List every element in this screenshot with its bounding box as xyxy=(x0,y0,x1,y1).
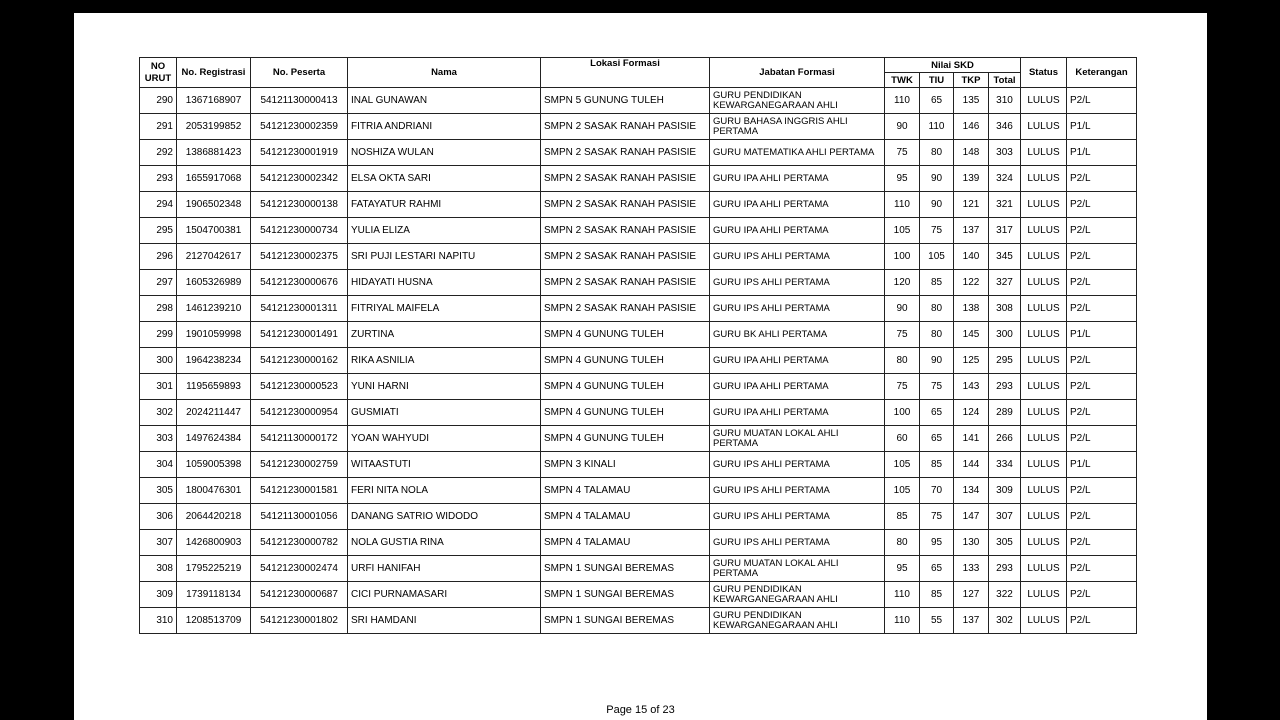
cell-lokasi-formasi: SMPN 1 SUNGAI BEREMAS xyxy=(541,608,710,634)
cell-tkp: 141 xyxy=(954,426,989,452)
cell-nama: ELSA OKTA SARI xyxy=(348,166,541,192)
cell-no-registrasi: 1504700381 xyxy=(177,218,251,244)
cell-twk: 105 xyxy=(885,478,920,504)
cell-no-peserta: 54121230000523 xyxy=(251,374,348,400)
cell-no-urut: 303 xyxy=(140,426,177,452)
table-row xyxy=(140,218,1137,244)
cell-no-urut: 293 xyxy=(140,166,177,192)
cell-total: 317 xyxy=(989,218,1021,244)
table-body xyxy=(140,88,1137,634)
cell-lokasi-formasi: SMPN 3 KINALI xyxy=(541,452,710,478)
cell-status: LULUS xyxy=(1021,322,1067,348)
cell-jabatan-formasi: GURU BK AHLI PERTAMA xyxy=(710,322,885,348)
cell-keterangan: P2/L xyxy=(1067,478,1137,504)
cell-twk: 95 xyxy=(885,166,920,192)
cell-no-registrasi: 1497624384 xyxy=(177,426,251,452)
cell-no-registrasi: 1367168907 xyxy=(177,88,251,114)
cell-jabatan-formasi: GURU IPS AHLI PERTAMA xyxy=(710,504,885,530)
cell-no-urut: 299 xyxy=(140,322,177,348)
cell-keterangan: P1/L xyxy=(1067,114,1137,140)
cell-nama: FATAYATUR RAHMI xyxy=(348,192,541,218)
cell-tkp: 121 xyxy=(954,192,989,218)
cell-no-registrasi: 1964238234 xyxy=(177,348,251,374)
cell-no-peserta: 54121230000782 xyxy=(251,530,348,556)
cell-lokasi-formasi: SMPN 4 GUNUNG TULEH xyxy=(541,374,710,400)
cell-twk: 75 xyxy=(885,140,920,166)
cell-keterangan: P2/L xyxy=(1067,374,1137,400)
table-row xyxy=(140,608,1137,634)
table-row xyxy=(140,530,1137,556)
cell-status: LULUS xyxy=(1021,504,1067,530)
cell-twk: 105 xyxy=(885,218,920,244)
header-lokasi-formasi: Lokasi Formasi xyxy=(541,58,710,88)
cell-no-peserta: 54121230001491 xyxy=(251,322,348,348)
cell-tkp: 124 xyxy=(954,400,989,426)
cell-tiu: 85 xyxy=(920,270,954,296)
cell-no-peserta: 54121130001056 xyxy=(251,504,348,530)
cell-no-registrasi: 1739118134 xyxy=(177,582,251,608)
cell-total: 324 xyxy=(989,166,1021,192)
cell-nama: SRI HAMDANI xyxy=(348,608,541,634)
cell-nama: YUNI HARNI xyxy=(348,374,541,400)
table-row xyxy=(140,140,1137,166)
cell-nama: FITRIYAL MAIFELA xyxy=(348,296,541,322)
cell-no-urut: 309 xyxy=(140,582,177,608)
cell-no-peserta: 54121230002474 xyxy=(251,556,348,582)
cell-keterangan: P2/L xyxy=(1067,556,1137,582)
table-row xyxy=(140,504,1137,530)
cell-tiu: 80 xyxy=(920,296,954,322)
cell-nama: DANANG SATRIO WIDODO xyxy=(348,504,541,530)
cell-status: LULUS xyxy=(1021,530,1067,556)
cell-twk: 90 xyxy=(885,114,920,140)
cell-keterangan: P2/L xyxy=(1067,218,1137,244)
cell-lokasi-formasi: SMPN 2 SASAK RANAH PASISIE xyxy=(541,218,710,244)
cell-status: LULUS xyxy=(1021,582,1067,608)
cell-no-registrasi: 1901059998 xyxy=(177,322,251,348)
cell-keterangan: P2/L xyxy=(1067,608,1137,634)
header-no-peserta: No. Peserta xyxy=(251,58,348,88)
cell-total: 303 xyxy=(989,140,1021,166)
table-header-row xyxy=(140,58,1137,73)
cell-twk: 80 xyxy=(885,348,920,374)
cell-lokasi-formasi: SMPN 4 TALAMAU xyxy=(541,530,710,556)
cell-keterangan: P2/L xyxy=(1067,426,1137,452)
cell-nama: URFI HANIFAH xyxy=(348,556,541,582)
cell-status: LULUS xyxy=(1021,218,1067,244)
cell-nama: NOSHIZA WULAN xyxy=(348,140,541,166)
cell-lokasi-formasi: SMPN 4 GUNUNG TULEH xyxy=(541,400,710,426)
cell-tiu: 65 xyxy=(920,88,954,114)
cell-no-registrasi: 2053199852 xyxy=(177,114,251,140)
cell-tiu: 70 xyxy=(920,478,954,504)
cell-no-peserta: 54121230000687 xyxy=(251,582,348,608)
cell-tiu: 65 xyxy=(920,400,954,426)
cell-keterangan: P2/L xyxy=(1067,582,1137,608)
cell-tkp: 135 xyxy=(954,88,989,114)
cell-twk: 120 xyxy=(885,270,920,296)
cell-lokasi-formasi: SMPN 4 GUNUNG TULEH xyxy=(541,426,710,452)
cell-total: 302 xyxy=(989,608,1021,634)
cell-no-peserta: 54121230002359 xyxy=(251,114,348,140)
header-no-registrasi: No. Registrasi xyxy=(177,58,251,88)
cell-no-urut: 304 xyxy=(140,452,177,478)
cell-jabatan-formasi: GURU IPS AHLI PERTAMA xyxy=(710,270,885,296)
cell-jabatan-formasi: GURU IPS AHLI PERTAMA xyxy=(710,244,885,270)
cell-no-urut: 292 xyxy=(140,140,177,166)
header-tiu: TIU xyxy=(920,73,954,88)
table-row xyxy=(140,478,1137,504)
header-total: Total xyxy=(989,73,1021,88)
cell-status: LULUS xyxy=(1021,426,1067,452)
cell-status: LULUS xyxy=(1021,556,1067,582)
cell-nama: NOLA GUSTIA RINA xyxy=(348,530,541,556)
cell-no-peserta: 54121230000676 xyxy=(251,270,348,296)
table-row xyxy=(140,348,1137,374)
cell-tkp: 133 xyxy=(954,556,989,582)
cell-no-registrasi: 1426800903 xyxy=(177,530,251,556)
cell-lokasi-formasi: SMPN 4 GUNUNG TULEH xyxy=(541,322,710,348)
cell-no-urut: 297 xyxy=(140,270,177,296)
cell-jabatan-formasi: GURU IPS AHLI PERTAMA xyxy=(710,530,885,556)
cell-nama: WITAASTUTI xyxy=(348,452,541,478)
cell-total: 327 xyxy=(989,270,1021,296)
cell-keterangan: P1/L xyxy=(1067,452,1137,478)
cell-jabatan-formasi: GURU BAHASA INGGRIS AHLI PERTAMA xyxy=(710,114,885,140)
table-row xyxy=(140,88,1137,114)
cell-tkp: 125 xyxy=(954,348,989,374)
cell-tiu: 85 xyxy=(920,582,954,608)
cell-twk: 90 xyxy=(885,296,920,322)
page-number: Page 15 of 23 xyxy=(606,704,675,716)
table-row xyxy=(140,374,1137,400)
cell-no-peserta: 54121230002759 xyxy=(251,452,348,478)
cell-tkp: 148 xyxy=(954,140,989,166)
cell-tiu: 65 xyxy=(920,426,954,452)
cell-nama: FERI NITA NOLA xyxy=(348,478,541,504)
cell-lokasi-formasi: SMPN 1 SUNGAI BEREMAS xyxy=(541,582,710,608)
cell-no-peserta: 54121230001311 xyxy=(251,296,348,322)
cell-jabatan-formasi: GURU IPA AHLI PERTAMA xyxy=(710,400,885,426)
cell-total: 289 xyxy=(989,400,1021,426)
cell-no-urut: 294 xyxy=(140,192,177,218)
cell-tiu: 65 xyxy=(920,556,954,582)
cell-lokasi-formasi: SMPN 2 SASAK RANAH PASISIE xyxy=(541,270,710,296)
cell-tkp: 147 xyxy=(954,504,989,530)
cell-total: 307 xyxy=(989,504,1021,530)
header-keterangan: Keterangan xyxy=(1067,58,1137,88)
cell-no-urut: 307 xyxy=(140,530,177,556)
cell-tkp: 139 xyxy=(954,166,989,192)
cell-no-urut: 302 xyxy=(140,400,177,426)
cell-no-urut: 301 xyxy=(140,374,177,400)
cell-status: LULUS xyxy=(1021,166,1067,192)
cell-total: 334 xyxy=(989,452,1021,478)
table-row xyxy=(140,556,1137,582)
cell-lokasi-formasi: SMPN 2 SASAK RANAH PASISIE xyxy=(541,296,710,322)
header-nilai-skd: Nilai SKD xyxy=(885,58,1021,73)
cell-tiu: 75 xyxy=(920,504,954,530)
cell-total: 300 xyxy=(989,322,1021,348)
cell-no-registrasi: 1655917068 xyxy=(177,166,251,192)
cell-tiu: 75 xyxy=(920,374,954,400)
table-row xyxy=(140,296,1137,322)
cell-status: LULUS xyxy=(1021,608,1067,634)
cell-lokasi-formasi: SMPN 2 SASAK RANAH PASISIE xyxy=(541,166,710,192)
table-row xyxy=(140,192,1137,218)
cell-lokasi-formasi: SMPN 1 SUNGAI BEREMAS xyxy=(541,556,710,582)
cell-keterangan: P2/L xyxy=(1067,192,1137,218)
cell-no-peserta: 54121230000162 xyxy=(251,348,348,374)
cell-twk: 95 xyxy=(885,556,920,582)
cell-jabatan-formasi: GURU IPA AHLI PERTAMA xyxy=(710,192,885,218)
cell-keterangan: P2/L xyxy=(1067,348,1137,374)
cell-tkp: 140 xyxy=(954,244,989,270)
cell-status: LULUS xyxy=(1021,400,1067,426)
cell-no-urut: 298 xyxy=(140,296,177,322)
cell-status: LULUS xyxy=(1021,244,1067,270)
cell-no-urut: 300 xyxy=(140,348,177,374)
cell-tkp: 137 xyxy=(954,608,989,634)
cell-no-urut: 305 xyxy=(140,478,177,504)
cell-status: LULUS xyxy=(1021,348,1067,374)
cell-nama: YOAN WAHYUDI xyxy=(348,426,541,452)
header-tkp: TKP xyxy=(954,73,989,88)
cell-tiu: 95 xyxy=(920,530,954,556)
cell-twk: 110 xyxy=(885,88,920,114)
cell-status: LULUS xyxy=(1021,296,1067,322)
cell-no-peserta: 54121230002375 xyxy=(251,244,348,270)
cell-status: LULUS xyxy=(1021,140,1067,166)
cell-status: LULUS xyxy=(1021,478,1067,504)
cell-twk: 100 xyxy=(885,244,920,270)
cell-keterangan: P2/L xyxy=(1067,244,1137,270)
cell-twk: 110 xyxy=(885,608,920,634)
cell-twk: 110 xyxy=(885,192,920,218)
cell-total: 322 xyxy=(989,582,1021,608)
cell-no-urut: 291 xyxy=(140,114,177,140)
cell-total: 321 xyxy=(989,192,1021,218)
cell-status: LULUS xyxy=(1021,374,1067,400)
cell-nama: FITRIA ANDRIANI xyxy=(348,114,541,140)
cell-no-registrasi: 2064420218 xyxy=(177,504,251,530)
cell-lokasi-formasi: SMPN 2 SASAK RANAH PASISIE xyxy=(541,114,710,140)
cell-keterangan: P2/L xyxy=(1067,296,1137,322)
cell-tkp: 137 xyxy=(954,218,989,244)
cell-tkp: 143 xyxy=(954,374,989,400)
cell-twk: 100 xyxy=(885,400,920,426)
table-row xyxy=(140,166,1137,192)
cell-tiu: 80 xyxy=(920,140,954,166)
cell-tiu: 105 xyxy=(920,244,954,270)
cell-no-registrasi: 2127042617 xyxy=(177,244,251,270)
cell-tkp: 146 xyxy=(954,114,989,140)
cell-twk: 75 xyxy=(885,322,920,348)
cell-no-peserta: 54121230001581 xyxy=(251,478,348,504)
cell-jabatan-formasi: GURU IPS AHLI PERTAMA xyxy=(710,296,885,322)
cell-twk: 80 xyxy=(885,530,920,556)
cell-twk: 85 xyxy=(885,504,920,530)
cell-status: LULUS xyxy=(1021,192,1067,218)
cell-lokasi-formasi: SMPN 2 SASAK RANAH PASISIE xyxy=(541,244,710,270)
header-status: Status xyxy=(1021,58,1067,88)
cell-jabatan-formasi: GURU PENDIDIKAN KEWARGANEGARAAN AHLI xyxy=(710,88,885,114)
cell-status: LULUS xyxy=(1021,452,1067,478)
cell-no-registrasi: 1906502348 xyxy=(177,192,251,218)
cell-no-registrasi: 1195659893 xyxy=(177,374,251,400)
cell-tiu: 85 xyxy=(920,452,954,478)
cell-no-registrasi: 2024211447 xyxy=(177,400,251,426)
cell-no-registrasi: 1059005398 xyxy=(177,452,251,478)
cell-no-peserta: 54121130000172 xyxy=(251,426,348,452)
cell-tkp: 145 xyxy=(954,322,989,348)
cell-lokasi-formasi: SMPN 4 TALAMAU xyxy=(541,478,710,504)
table-row xyxy=(140,582,1137,608)
cell-total: 266 xyxy=(989,426,1021,452)
cell-lokasi-formasi: SMPN 2 SASAK RANAH PASISIE xyxy=(541,192,710,218)
cell-no-urut: 308 xyxy=(140,556,177,582)
cell-lokasi-formasi: SMPN 2 SASAK RANAH PASISIE xyxy=(541,140,710,166)
cell-tiu: 80 xyxy=(920,322,954,348)
cell-total: 346 xyxy=(989,114,1021,140)
cell-total: 293 xyxy=(989,556,1021,582)
cell-no-urut: 306 xyxy=(140,504,177,530)
cell-total: 305 xyxy=(989,530,1021,556)
cell-tkp: 134 xyxy=(954,478,989,504)
table-row xyxy=(140,114,1137,140)
cell-tiu: 90 xyxy=(920,166,954,192)
cell-no-peserta: 54121230002342 xyxy=(251,166,348,192)
cell-jabatan-formasi: GURU MUATAN LOKAL AHLI PERTAMA xyxy=(710,426,885,452)
cell-nama: INAL GUNAWAN xyxy=(348,88,541,114)
cell-twk: 105 xyxy=(885,452,920,478)
cell-total: 293 xyxy=(989,374,1021,400)
cell-tiu: 90 xyxy=(920,192,954,218)
cell-nama: YULIA ELIZA xyxy=(348,218,541,244)
cell-no-peserta: 54121230000954 xyxy=(251,400,348,426)
cell-total: 345 xyxy=(989,244,1021,270)
cell-no-registrasi: 1386881423 xyxy=(177,140,251,166)
cell-no-urut: 290 xyxy=(140,88,177,114)
table-row xyxy=(140,426,1137,452)
cell-status: LULUS xyxy=(1021,114,1067,140)
table-row xyxy=(140,270,1137,296)
table-row xyxy=(140,400,1137,426)
header-no-urut: NO URUT xyxy=(140,58,177,88)
cell-tiu: 110 xyxy=(920,114,954,140)
cell-jabatan-formasi: GURU IPA AHLI PERTAMA xyxy=(710,166,885,192)
cell-nama: SRI PUJI LESTARI NAPITU xyxy=(348,244,541,270)
cell-keterangan: P2/L xyxy=(1067,88,1137,114)
results-table xyxy=(139,57,1137,634)
cell-no-peserta: 54121230000138 xyxy=(251,192,348,218)
cell-tiu: 90 xyxy=(920,348,954,374)
cell-lokasi-formasi: SMPN 4 GUNUNG TULEH xyxy=(541,348,710,374)
cell-jabatan-formasi: GURU IPA AHLI PERTAMA xyxy=(710,374,885,400)
table-row xyxy=(140,322,1137,348)
cell-tkp: 122 xyxy=(954,270,989,296)
header-nama: Nama xyxy=(348,58,541,88)
cell-no-peserta: 54121230001919 xyxy=(251,140,348,166)
cell-total: 310 xyxy=(989,88,1021,114)
cell-total: 295 xyxy=(989,348,1021,374)
cell-keterangan: P1/L xyxy=(1067,322,1137,348)
cell-lokasi-formasi: SMPN 5 GUNUNG TULEH xyxy=(541,88,710,114)
cell-twk: 110 xyxy=(885,582,920,608)
table-row xyxy=(140,452,1137,478)
cell-no-peserta: 54121130000413 xyxy=(251,88,348,114)
cell-tiu: 55 xyxy=(920,608,954,634)
cell-status: LULUS xyxy=(1021,270,1067,296)
cell-no-peserta: 54121230000734 xyxy=(251,218,348,244)
cell-jabatan-formasi: GURU PENDIDIKAN KEWARGANEGARAAN AHLI xyxy=(710,608,885,634)
cell-total: 308 xyxy=(989,296,1021,322)
cell-keterangan: P1/L xyxy=(1067,140,1137,166)
cell-lokasi-formasi: SMPN 4 TALAMAU xyxy=(541,504,710,530)
cell-no-registrasi: 1795225219 xyxy=(177,556,251,582)
header-twk: TWK xyxy=(885,73,920,88)
cell-no-registrasi: 1208513709 xyxy=(177,608,251,634)
cell-status: LULUS xyxy=(1021,88,1067,114)
document-page xyxy=(74,13,1207,720)
cell-twk: 75 xyxy=(885,374,920,400)
cell-jabatan-formasi: GURU IPA AHLI PERTAMA xyxy=(710,218,885,244)
cell-nama: ZURTINA xyxy=(348,322,541,348)
cell-tkp: 144 xyxy=(954,452,989,478)
table-row xyxy=(140,244,1137,270)
cell-no-urut: 296 xyxy=(140,244,177,270)
cell-nama: CICI PURNAMASARI xyxy=(348,582,541,608)
cell-nama: HIDAYATI HUSNA xyxy=(348,270,541,296)
cell-no-registrasi: 1605326989 xyxy=(177,270,251,296)
cell-no-urut: 295 xyxy=(140,218,177,244)
cell-keterangan: P2/L xyxy=(1067,530,1137,556)
cell-no-peserta: 54121230001802 xyxy=(251,608,348,634)
cell-tiu: 75 xyxy=(920,218,954,244)
cell-jabatan-formasi: GURU IPS AHLI PERTAMA xyxy=(710,478,885,504)
cell-jabatan-formasi: GURU MATEMATIKA AHLI PERTAMA xyxy=(710,140,885,166)
cell-tkp: 127 xyxy=(954,582,989,608)
cell-nama: RIKA ASNILIA xyxy=(348,348,541,374)
cell-tkp: 130 xyxy=(954,530,989,556)
cell-tkp: 138 xyxy=(954,296,989,322)
cell-keterangan: P2/L xyxy=(1067,166,1137,192)
cell-keterangan: P2/L xyxy=(1067,400,1137,426)
cell-no-urut: 310 xyxy=(140,608,177,634)
cell-jabatan-formasi: GURU IPA AHLI PERTAMA xyxy=(710,348,885,374)
cell-jabatan-formasi: GURU PENDIDIKAN KEWARGANEGARAAN AHLI xyxy=(710,582,885,608)
cell-twk: 60 xyxy=(885,426,920,452)
cell-keterangan: P2/L xyxy=(1067,270,1137,296)
header-jabatan-formasi: Jabatan Formasi xyxy=(710,58,885,88)
cell-jabatan-formasi: GURU IPS AHLI PERTAMA xyxy=(710,452,885,478)
cell-nama: GUSMIATI xyxy=(348,400,541,426)
cell-jabatan-formasi: GURU MUATAN LOKAL AHLI PERTAMA xyxy=(710,556,885,582)
cell-no-registrasi: 1800476301 xyxy=(177,478,251,504)
cell-total: 309 xyxy=(989,478,1021,504)
cell-keterangan: P2/L xyxy=(1067,504,1137,530)
cell-no-registrasi: 1461239210 xyxy=(177,296,251,322)
